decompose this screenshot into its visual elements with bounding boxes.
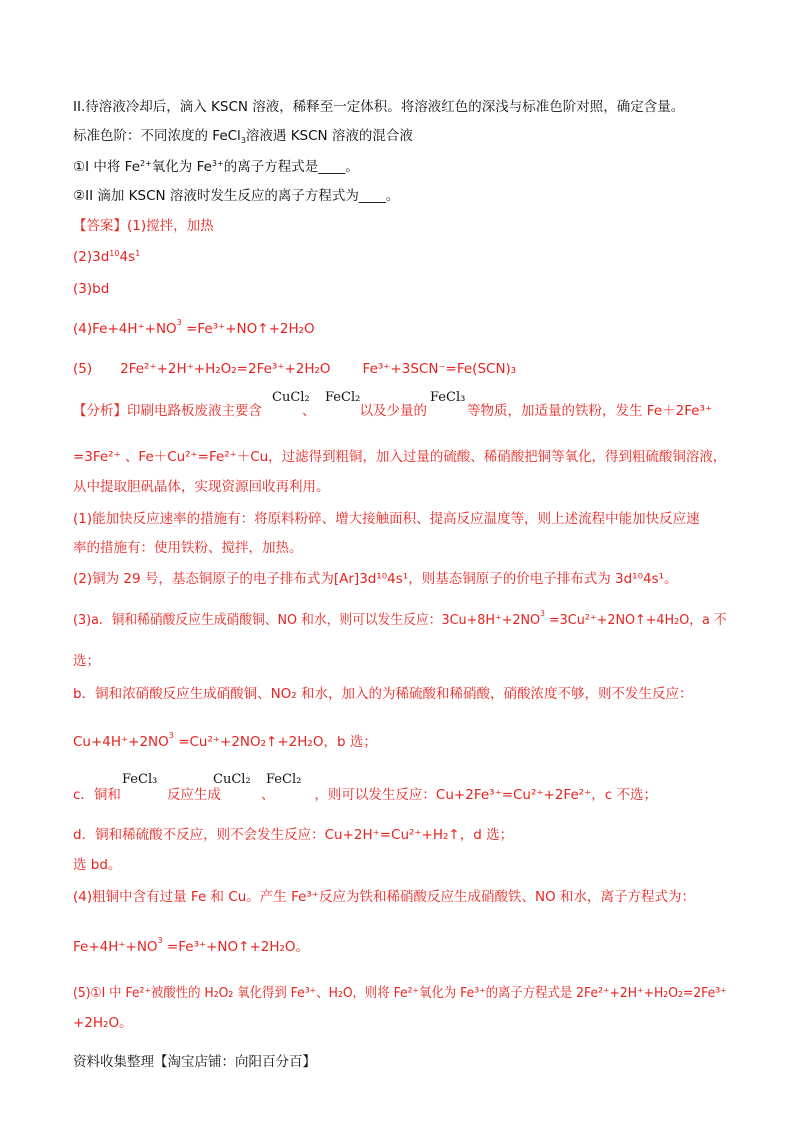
superscript: 3 — [168, 731, 174, 740]
formula-fecl2: FeCl₂ — [325, 390, 361, 405]
analysis-p3c — [73, 786, 657, 804]
question-line-1: II.待溶液冷却后，滴入 KSCN 溶液，稀释至一定体积。将溶液红色的深浅与标准色阶对照，确定含量。 — [73, 99, 685, 115]
analysis-p5b: +2H₂O。 — [73, 1015, 133, 1031]
text: 4s — [119, 249, 136, 265]
text: 反应生成 — [166, 787, 221, 803]
text: (2)3d — [73, 249, 110, 265]
answer-label: 【答案】 — [73, 218, 127, 234]
superscript: 1 — [135, 249, 141, 258]
answer-1 — [73, 217, 214, 235]
text: =Cu²⁺+2NO₂↑+2H₂O，b 选； — [178, 734, 377, 750]
text: =Fe³⁺+NO↑+2H₂O。 — [166, 939, 310, 955]
analysis-p3a — [73, 611, 727, 629]
answer-5 — [73, 360, 516, 378]
analysis-p3e: 选 bd。 — [73, 857, 122, 873]
superscript: 3 — [176, 318, 182, 327]
analysis-p4b — [73, 938, 309, 956]
text: Fe+4H⁺+NO — [73, 939, 158, 955]
text: (4)Fe+4H⁺+NO — [73, 321, 177, 337]
text: 的离子方程式是____。 — [223, 159, 359, 175]
analysis-line-1 — [73, 402, 712, 420]
analysis-p5: (5)①I 中 Fe²⁺被酸性的 H₂O₂ 氧化得到 Fe³⁺、H₂O，则将 Fe²⁺氧化为 Fe³⁺的离子方程式是 2Fe²⁺+2H⁺+H₂O₂=2Fe³⁺ — [73, 985, 727, 1001]
text: =3Cu²⁺+2NO↑+4H₂O，a 不 — [548, 612, 727, 628]
subscript: 3 — [240, 136, 246, 145]
analysis-line-3: 从中提取胆矾晶体，实现资源回收再利用。 — [73, 479, 330, 495]
footer: 资料收集整理【淘宝店铺：向阳百分百】 — [73, 1054, 316, 1070]
analysis-line-2: =3Fe²⁺ 、Fe＋Cu²⁺=Fe²⁺＋Cu，过滤得到粗铜，加入过量的硫酸、稀硝酸把铜等氧化，得到粗硫酸铜溶液， — [73, 449, 727, 465]
text: 印刷电路板废液主要含 — [127, 403, 262, 419]
analysis-p3d: d．铜和稀硫酸不反应，则不会发生反应：Cu+2H⁺=Cu²⁺+H₂↑，d 选； — [73, 827, 514, 843]
answer-4 — [73, 320, 315, 338]
superscript: 3 — [157, 936, 163, 945]
question-q1 — [73, 158, 359, 176]
analysis-label: 【分析】 — [73, 403, 127, 419]
text: 、 — [302, 403, 316, 419]
analysis-p3a2: 选； — [73, 653, 100, 669]
text: =Fe³⁺+NO↑+2H₂O — [186, 321, 315, 337]
question-line-2 — [73, 127, 413, 145]
equation: 2Fe²⁺+2H⁺+H₂O₂=2Fe³⁺+2H₂O — [120, 361, 331, 377]
text: (5) — [73, 361, 93, 377]
equation: Fe³⁺+3SCN⁻=Fe(SCN)₃ — [362, 361, 517, 377]
formula-cucl2: CuCl₂ — [213, 772, 251, 787]
text: 溶液遇 KSCN 溶液的混合液 — [245, 128, 413, 144]
text: c．铜和 — [73, 787, 121, 803]
analysis-p1a: (1)能加快反应速率的措施有：将原料粉碎、增大接触面积、提高反应温度等，则上述流程中能加快反应速 — [73, 511, 700, 527]
analysis-p4: (4)粗铜中含有过量 Fe 和 Cu。产生 Fe³⁺反应为铁和稀硝酸反应生成硝酸铁、NO 和水，离子方程式为： — [73, 889, 695, 905]
text: (3)a．铜和稀硝酸反应生成硝酸铜、NO 和水，则可以发生反应：3Cu+8H⁺+2NO — [73, 612, 541, 628]
formula-cucl2: CuCl₂ — [272, 390, 310, 405]
analysis-p3b: b．铜和浓硝酸反应生成硝酸铜、NO₂ 和水，加入的为稀硫酸和稀硝酸，硝酸浓度不够，则不发生反应： — [73, 686, 693, 702]
text: 标准色阶：不同浓度的 FeCl — [73, 128, 241, 144]
superscript: 10 — [109, 249, 120, 258]
formula-fecl3: FeCl₃ — [430, 390, 466, 405]
text: ，则可以发生反应：Cu+2Fe³⁺=Cu²⁺+2Fe²⁺，c 不选； — [314, 787, 658, 803]
answer-3: (3)bd — [73, 281, 110, 297]
superscript: 3 — [540, 609, 545, 618]
analysis-p1b: 率的措施有：使用铁粉、搅拌，加热。 — [73, 540, 303, 556]
analysis-p3b2 — [73, 733, 377, 751]
analysis-p2: (2)铜为 29 号，基态铜原子的电子排布式为[Ar]3d¹⁰4s¹，则基态铜原子的价电子排布式为 3d¹⁰4s¹。 — [73, 571, 678, 587]
answer-2 — [73, 248, 140, 266]
text: 、 — [260, 787, 275, 803]
text: Cu+4H⁺+2NO — [73, 734, 169, 750]
text: ①I 中将 Fe — [73, 159, 140, 175]
text: (1)搅拌，加热 — [127, 218, 214, 234]
superscript: 3+ — [211, 159, 224, 168]
question-q2: ②II 滴加 KSCN 溶液时发生反应的离子方程式为____。 — [73, 188, 400, 204]
formula-fecl2: FeCl₂ — [266, 772, 302, 787]
text: 氧化为 Fe — [151, 159, 212, 175]
formula-fecl3: FeCl₃ — [122, 772, 158, 787]
superscript: 2+ — [140, 159, 152, 168]
text: 以及少量的 — [359, 403, 427, 419]
text: 等物质，加适量的铁粉，发生 Fe＋2Fe³⁺ — [467, 403, 713, 419]
